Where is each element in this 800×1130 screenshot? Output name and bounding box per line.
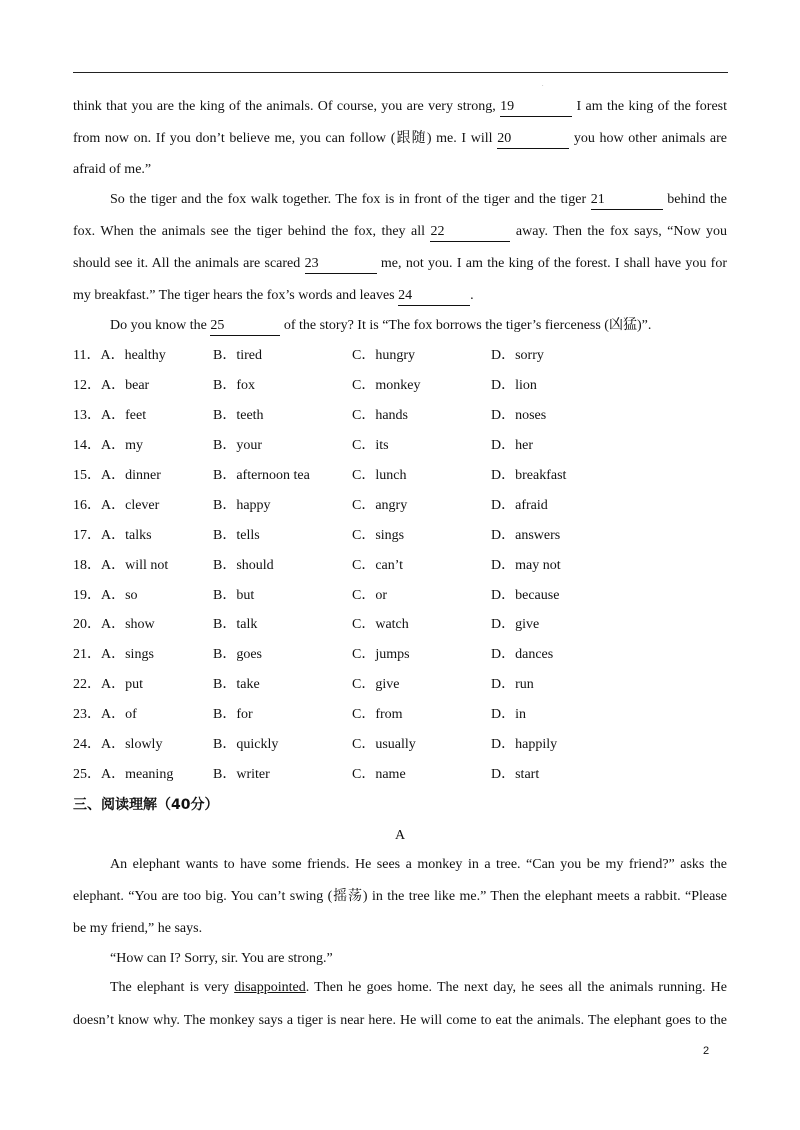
question-row-13 <box>73 407 727 425</box>
option-b: B．afternoon tea <box>213 468 310 483</box>
option-c: C．or <box>352 588 387 603</box>
question-row-12 <box>73 377 727 395</box>
cloze-text: of the story? It is “The fox borrows the tiger’s fierceness (凶猛)”. <box>283 318 652 333</box>
question-option-a <box>73 497 159 515</box>
cloze-line-5 <box>73 223 727 242</box>
cloze-text: from now on. If you don’t believe me, you can follow (跟随) me. I will <box>73 131 493 146</box>
page-number: 2 <box>703 1045 710 1057</box>
option-a: A．put <box>101 677 143 692</box>
cloze-line-8 <box>110 317 727 336</box>
option-b: B．talk <box>213 617 258 632</box>
option-a: A．so <box>101 588 138 603</box>
option-d: D．in <box>491 707 526 722</box>
question-number: 18． <box>73 558 101 573</box>
question-option-a <box>73 437 143 455</box>
cloze-text: behind the <box>667 192 727 207</box>
option-a: A．show <box>101 617 155 632</box>
cloze-text: I am the king of the forest <box>576 99 728 114</box>
option-a: A．slowly <box>101 737 163 752</box>
option-b: B．but <box>213 588 255 603</box>
passage-line-1: An elephant wants to have some friends. He sees a monkey in a tree. “Can you be my friend?” asks the <box>110 857 727 872</box>
option-a: A．sings <box>101 647 154 662</box>
option-c: C．jumps <box>352 647 410 662</box>
question-row-17 <box>73 527 727 545</box>
question-row-11 <box>73 347 727 365</box>
option-c: C．sings <box>352 528 405 543</box>
blank-20: 20 <box>497 130 569 149</box>
option-d: D．answers <box>491 528 561 543</box>
cloze-line-1 <box>73 98 727 117</box>
question-row-20 <box>73 616 727 634</box>
option-d: D．may not <box>491 558 561 573</box>
cloze-line-6 <box>73 255 727 274</box>
option-c: C．usually <box>352 737 416 752</box>
option-c: C．can’t <box>352 558 404 573</box>
option-a: A．dinner <box>101 468 161 483</box>
question-row-25 <box>73 766 727 784</box>
blank-23: 23 <box>305 255 377 274</box>
question-option-a <box>73 527 152 545</box>
blank-19: 19 <box>500 98 572 117</box>
cloze-text: you how other animals are <box>573 131 728 146</box>
question-row-24 <box>73 736 727 754</box>
cloze-line-7 <box>73 287 727 306</box>
option-b: B．tells <box>213 528 260 543</box>
cloze-text: So the tiger and the fox walk together. The fox is in front of the tiger and the tiger <box>110 192 587 207</box>
cloze-text: away. Then the fox says, “Now you <box>515 224 728 239</box>
passage-letter: A <box>394 828 406 843</box>
option-c: C．lunch <box>352 468 407 483</box>
question-number: 24． <box>73 737 101 752</box>
scan-dot: . <box>542 82 544 88</box>
question-option-a <box>73 347 166 365</box>
cloze-line-2 <box>73 130 727 149</box>
passage-text: . Then he goes home. The next day, he sees all the animals running. He <box>305 980 728 995</box>
question-option-a <box>73 616 155 634</box>
option-a: A．healthy <box>100 348 166 363</box>
option-c: C．monkey <box>352 378 421 393</box>
option-b: B．goes <box>213 647 262 662</box>
passage-line-6: doesn’t know why. The monkey says a tiger is near here. He will come to eat the animals. The elephant goes to the <box>73 1013 727 1028</box>
option-c: C．from <box>352 707 403 722</box>
question-row-23 <box>73 706 727 724</box>
question-row-14 <box>73 437 727 455</box>
passage-line-3: be my friend,” he says. <box>73 921 203 936</box>
option-a: A．talks <box>101 528 152 543</box>
option-a: A．feet <box>101 408 147 423</box>
option-b: B．happy <box>213 498 271 513</box>
question-row-21 <box>73 646 727 664</box>
question-option-a <box>73 706 137 724</box>
option-b: B．should <box>213 558 274 573</box>
question-option-a <box>73 407 146 425</box>
question-option-a <box>73 736 162 754</box>
option-a: A．my <box>101 438 143 453</box>
question-row-16 <box>73 497 727 515</box>
question-option-a <box>73 766 173 784</box>
option-c: C．angry <box>352 498 408 513</box>
question-row-18 <box>73 557 727 575</box>
question-option-a <box>73 587 138 605</box>
cloze-text: should see it. All the animals are scared <box>73 256 301 271</box>
question-number: 14． <box>73 438 101 453</box>
question-number: 22． <box>73 677 101 692</box>
question-number: 23． <box>73 707 101 722</box>
option-b: B．tired <box>213 348 262 363</box>
question-number: 21． <box>73 647 101 662</box>
option-b: B．your <box>213 438 262 453</box>
option-b: B．teeth <box>213 408 264 423</box>
option-d: D．afraid <box>491 498 548 513</box>
option-d: D．run <box>491 677 534 692</box>
option-b: B．fox <box>213 378 255 393</box>
passage-text: The elephant is very <box>110 980 229 995</box>
option-c: C．hands <box>352 408 408 423</box>
question-number: 16． <box>73 498 101 513</box>
option-c: C．name <box>352 767 406 782</box>
question-row-19 <box>73 587 727 605</box>
section-title: 三、阅读理解（40分） <box>73 797 219 813</box>
question-number: 19． <box>73 588 101 603</box>
cloze-text: fox. When the animals see the tiger behind the fox, they all <box>73 224 425 239</box>
option-a: A．will not <box>101 558 169 573</box>
option-d: D．start <box>491 767 540 782</box>
question-row-15 <box>73 467 727 485</box>
cloze-text: . <box>470 288 474 303</box>
passage-line-2: elephant. “You are too big. You can’t swing (摇荡) in the tree like me.” Then the elephant meets a rabbit. “Please <box>73 889 727 904</box>
passage-line-4: “How can I? Sorry, sir. You are strong.” <box>110 951 333 966</box>
question-option-a <box>73 467 161 485</box>
cloze-text: think that you are the king of the animals. Of course, you are very strong, <box>73 99 496 114</box>
option-a: A．of <box>101 707 137 722</box>
question-option-a <box>73 676 143 694</box>
option-d: D．dances <box>491 647 554 662</box>
option-c: C．give <box>352 677 400 692</box>
blank-22: 22 <box>430 223 510 242</box>
option-b: B．take <box>213 677 260 692</box>
question-option-a <box>73 377 149 395</box>
question-row-22 <box>73 676 727 694</box>
question-number: 15． <box>73 468 101 483</box>
question-number: 12． <box>73 378 101 393</box>
option-b: B．for <box>213 707 253 722</box>
option-d: D．because <box>491 588 560 603</box>
passage-line-5 <box>110 979 727 997</box>
option-a: A．clever <box>101 498 160 513</box>
cloze-line-3: afraid of me.” <box>73 162 152 177</box>
blank-24: 24 <box>398 287 470 306</box>
underlined-word: disappointed <box>234 980 306 995</box>
option-a: A．bear <box>101 378 150 393</box>
cloze-text: my breakfast.” The tiger hears the fox’s words and leaves <box>73 288 395 303</box>
option-d: D．happily <box>491 737 558 752</box>
option-d: D．breakfast <box>491 468 567 483</box>
option-d: D．give <box>491 617 540 632</box>
option-c: C．hungry <box>352 348 415 363</box>
question-option-a <box>73 557 168 575</box>
question-number: 25． <box>73 767 101 782</box>
option-c: C．its <box>352 438 389 453</box>
question-number: 20． <box>73 617 101 632</box>
option-c: C．watch <box>352 617 409 632</box>
cloze-text: me, not you. I am the king of the forest. I shall have you for <box>380 256 728 271</box>
option-d: D．lion <box>491 378 537 393</box>
option-b: B．quickly <box>213 737 279 752</box>
header-rule <box>73 72 728 73</box>
option-d: D．noses <box>491 408 547 423</box>
question-number: 13． <box>73 408 101 423</box>
blank-25: 25 <box>210 317 280 336</box>
cloze-line-4 <box>110 191 727 210</box>
question-number: 17． <box>73 528 101 543</box>
option-d: D．sorry <box>491 348 544 363</box>
option-d: D．her <box>491 438 533 453</box>
option-b: B．writer <box>213 767 270 782</box>
blank-21: 21 <box>591 191 663 210</box>
question-number: 11． <box>73 348 101 363</box>
option-a: A．meaning <box>101 767 174 782</box>
cloze-text: Do you know the <box>110 318 207 333</box>
question-option-a <box>73 646 154 664</box>
